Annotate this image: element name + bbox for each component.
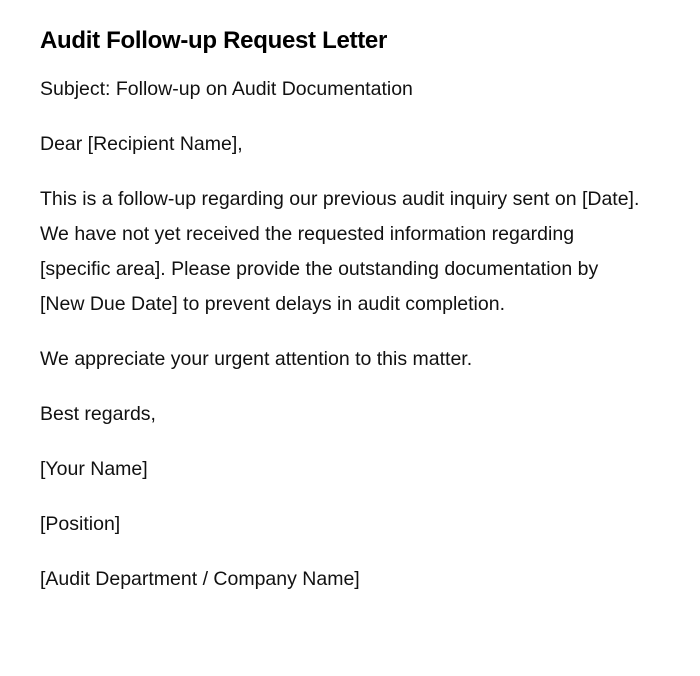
subject-line: Subject: Follow-up on Audit Documentation: [40, 78, 413, 100]
signature-department: [Audit Department / Company Name]: [40, 568, 360, 590]
body-paragraph: This is a follow-up regarding our previous audit inquiry sent on [Date]. We have not yet received the requested information regarding [specific area]. Please provide the outstanding documentation by [New Due Date] to prevent delays in audit completion.: [40, 188, 640, 315]
letter-document: [40, 24, 640, 617]
document-title: Audit Follow-up Request Letter: [40, 27, 387, 54]
closing: Best regards,: [40, 403, 156, 425]
salutation: Dear [Recipient Name],: [40, 133, 243, 155]
signature-position: [Position]: [40, 513, 121, 535]
appreciation-paragraph: We appreciate your urgent attention to this matter.: [40, 348, 473, 370]
signature-name: [Your Name]: [40, 458, 148, 480]
